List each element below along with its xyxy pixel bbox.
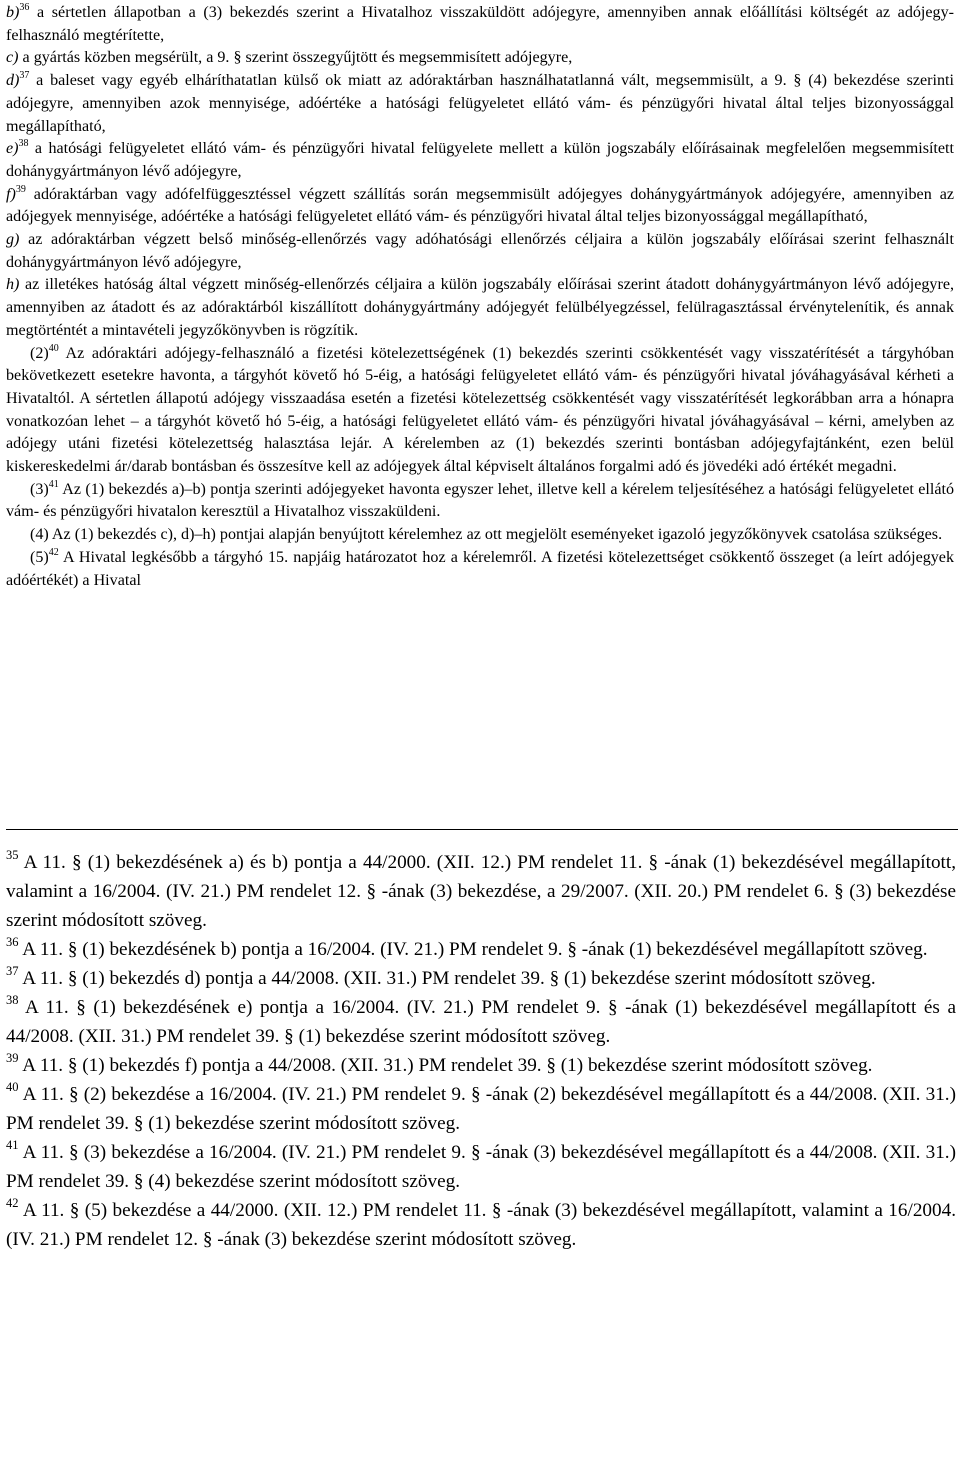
main-text [6,2,954,592]
footnote-text: A 11. § (2) bekezdése a 16/2004. (IV. 21.) PM rendelet 9. § -ának (2) bekezdésével megállapított és a 44/2008. (XII. 31.) PM rendelet 39. § (1) bekezdése szerint módosított szöveg. [6,1084,956,1134]
footnote-text: A 11. § (1) bekezdésének a) és b) pontja a 44/2000. (XII. 12.) PM rendelet 11. § -ának (1) bekezdésével megállapított, valamint a 16/2004. (IV. 21.) PM rendelet 12. § -ának (3) bekezdése, a 29/2007. (XII. 20.) PM rendelet 6. § (3) bekezdése szerint módosított szöveg. [6,852,956,931]
footnote [6,1051,956,1080]
point-c [6,47,954,70]
point-letter: f) [6,185,16,203]
point-g [6,229,954,274]
section-text: A Hivatal legkésőbb a tárgyhó 15. napjáig határozatot hoz a kérelemről. A fizetési kötelezettséget csökkentő összeget (a leírt adójegyek adóértékét) a Hivatal [6,548,954,589]
point-text: az adóraktárban végzett belső minőség-ellenőrzés vagy adóhatósági ellenőrzés céljaira a külön jogszabály előírásai szerint felhasznált dohánygyártmányon lévő adójegyre, [6,231,954,271]
footnote-ref: 38 [18,138,29,150]
footnote-number: 41 [6,1138,19,1152]
point-e [6,138,954,183]
footnote [6,848,956,935]
footnote-number: 39 [6,1051,19,1065]
footnote-number: 35 [6,848,19,862]
point-letter: h) [6,276,20,294]
section-2 [6,343,954,479]
footnote [6,1138,956,1196]
footnote-ref: 42 [48,546,59,558]
section-5 [6,547,954,592]
section-number: (5) [30,548,49,566]
footnote-number: 42 [6,1196,19,1210]
footnotes [6,848,956,1254]
section-4 [6,524,954,547]
section-text: Az adóraktári adójegy-felhasználó a fizetési kötelezettségének (1) bekezdés szerinti csökkentését vagy visszatérítését a tárgyhóban bekövetkezett esetekre havonta, a tárgyhót követő hó 5-éig, a hatósági felügyeletet ellátó vám- és pénzügyőri hivatal jóváhagyásával kérheti a Hivataltól. A sértetlen állapotú adójegy visszaadása esetén a fizetési kötelezettség csökkentését vagy visszatérítését legkorábban arra a hónapra vonatkozóan lehet – a tárgyhót követő hó 5-éig, a hatósági felügyeletet ellátó vám- és pénzügyőri hivatal jóváhagyásával – kérni, amelyben az adójegy utáni fizetési kötelezettség halasztása lejár. A kérelemben az (1) bekezdés szerinti bontásban adójegyfajtánként, ezen belül kiskereskedelmi ár/darab bontásban és összesítve kell az adójegyek által képviselt általános forgalmi adó és jövedéki adó értékét megadni. [6,344,954,476]
point-text: a gyártás közben megsérült, a 9. § szerint összegyűjtött és megsemmisített adójegyre, [18,49,573,67]
point-letter: d) [6,72,20,90]
point-letter: b) [6,4,20,21]
footnote-text: A 11. § (5) bekezdése a 44/2000. (XII. 12.) PM rendelet 11. § -ának (3) bekezdésével megállapított, valamint a 16/2004. (IV. 21.) PM rendelet 12. § -ának (3) bekezdése szerint módosított szöveg. [6,1200,956,1250]
point-letter: g) [6,231,20,249]
footnote [6,1080,956,1138]
point-b [6,2,954,47]
footnote [6,935,956,964]
section-number: (4) [30,526,49,544]
point-text: a sértetlen állapotban a (3) bekezdés szerint a Hivatalhoz visszaküldött adójegyre, amennyiben annak előállítási költségét az adójegy-felhasználó megtérítette, [6,4,954,44]
section-number: (2) [30,344,49,362]
point-text: a hatósági felügyeletet ellátó vám- és pénzügyőri hivatal felügyelete mellett a külön jogszabály előírásainak megfelelően megsemmisített dohánygyártmányon lévő adójegyre, [6,140,954,180]
footnote-ref: 36 [19,2,30,13]
footnote-text: A 11. § (1) bekezdésének b) pontja a 16/2004. (IV. 21.) PM rendelet 9. § -ának (1) bekezdésével megállapított szöveg. [18,939,928,960]
footnote-text: A 11. § (1) bekezdésének e) pontja a 16/2004. (IV. 21.) PM rendelet 9. § -ának (1) bekezdésével megállapított és a 44/2008. (XII. 31.) PM rendelet 39. § (1) bekezdése szerint módosított szöveg. [6,997,956,1047]
section-number: (3) [30,480,49,498]
point-f [6,184,954,229]
point-h [6,274,954,342]
footnote-number: 37 [6,964,19,978]
footnote [6,1196,956,1254]
footnote-ref: 41 [48,478,59,490]
point-text: adóraktárban vagy adófelfüggesztéssel végzett szállítás során megsemmisült adójegyes dohánygyártmányok adójegyére, amennyiben az adójegyek mennyisége, adóértéke a hatósági felügyeletet ellátó vám- és pénzügyőri hivatal által teljes bizonyossággal megállapítható, [6,185,954,226]
point-d [6,70,954,138]
footnote-number: 40 [6,1080,19,1094]
footnote-number: 36 [6,935,19,949]
section-text: Az (1) bekezdés c), d)–h) pontjai alapján benyújtott kérelemhez az ott megjelölt eseményeket igazoló jegyzőkönyvek csatolása szükséges. [48,526,943,544]
footnote-ref: 39 [15,183,26,195]
footnote [6,964,956,993]
footnote-text: A 11. § (3) bekezdése a 16/2004. (IV. 21.) PM rendelet 9. § -ának (3) bekezdésével megállapított és a 44/2008. (XII. 31.) PM rendelet 39. § (4) bekezdése szerint módosított szöveg. [6,1142,956,1192]
footnote-ref: 37 [19,70,30,82]
point-letter: e) [6,140,19,158]
footnote-ref: 40 [48,342,59,354]
footnote-text: A 11. § (1) bekezdés d) pontja a 44/2008. (XII. 31.) PM rendelet 39. § (1) bekezdése szerint módosított szöveg. [18,968,876,989]
footnote-number: 38 [6,993,19,1007]
footnote-text: A 11. § (1) bekezdés f) pontja a 44/2008. (XII. 31.) PM rendelet 39. § (1) bekezdése szerint módosított szöveg. [18,1055,873,1076]
footnote [6,993,956,1051]
point-text: az illetékes hatóság által végzett minőség-ellenőrzés céljaira a külön jogszabály előírásai szerint átadott dohánygyártmányon lévő adójegyre, amennyiben az átadott és az adóraktárból kiszállított dohánygyártmány adójegyét felülbélyegzéssel, felülragasztással érvénytelenítik, és annak megtörténtét a mintavételi jegyzőkönyvben is rögzítik. [6,276,954,339]
point-letter: c) [6,49,19,67]
footnote-separator [6,829,958,830]
section-text: Az (1) bekezdés a)–b) pontja szerinti adójegyeket havonta egyszer lehet, illetve kell a kérelem teljesítéséhez a hatósági felügyeletet ellátó vám- és pénzügyőri hivatalon keresztül a Hivatalhoz visszaküldeni. [6,480,954,521]
point-text: a baleset vagy egyéb elháríthatatlan külső ok miatt az adóraktárban használhatatlanná vált, megsemmisült, a 9. § (4) bekezdése szerinti adójegyre, amennyiben azok mennyisége, adóértéke a hatósági felügyeletet ellátó vám- és pénzügyőri hivatal által teljes bizonyossággal megállapítható, [6,72,954,135]
section-3 [6,479,954,524]
